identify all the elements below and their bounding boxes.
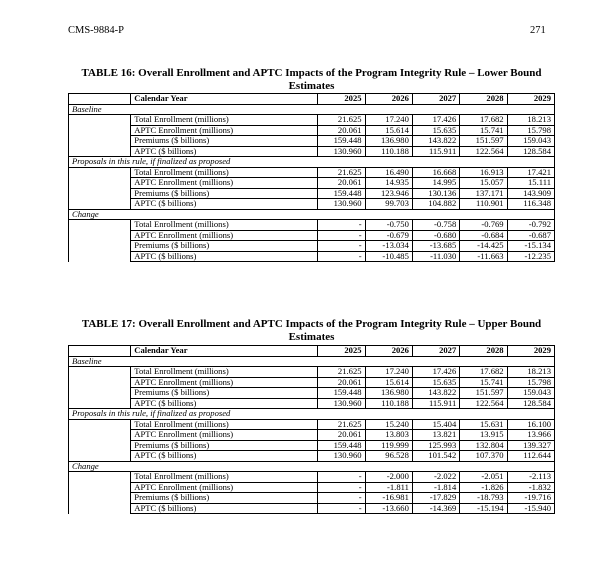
value-cell: 18.213 [507,115,554,126]
value-cell: 115.911 [412,146,459,157]
value-cell: 130.960 [318,146,365,157]
value-cell: 104.882 [412,199,459,210]
row-label: APTC ($ billions) [131,451,318,462]
value-cell: 17.426 [412,115,459,126]
year-header: 2025 [318,346,365,357]
value-cell: 122.564 [460,146,507,157]
value-cell: -11.663 [460,251,507,262]
table-header-row [69,346,555,357]
table-row [69,115,555,126]
table-row [69,136,555,147]
indent-cell [69,451,131,462]
table-row [69,241,555,252]
value-cell: -13.034 [365,241,412,252]
value-cell: 15.741 [460,377,507,388]
indent-cell [69,398,131,409]
section-fill [318,461,555,472]
row-label: Total Enrollment (millions) [131,472,318,483]
value-cell: -11.030 [412,251,459,262]
value-cell: -2.051 [460,472,507,483]
value-cell: 130.960 [318,199,365,210]
value-cell: 20.061 [318,178,365,189]
value-cell: 107.370 [460,451,507,462]
table-row [69,493,555,504]
table-header-row [69,94,555,105]
value-cell: 110.901 [460,199,507,210]
value-cell: - [318,472,365,483]
indent-cell [69,136,131,147]
table-row [69,230,555,241]
row-label: APTC Enrollment (millions) [131,178,318,189]
indent-cell [69,146,131,157]
document-id: CMS-9884-P [68,25,125,36]
value-cell: 99.703 [365,199,412,210]
table-16 [68,93,555,262]
value-cell: 137.171 [460,188,507,199]
value-cell: -10.485 [365,251,412,262]
section-fill [318,157,555,168]
indent-cell [69,220,131,231]
value-cell: 15.614 [365,377,412,388]
value-cell: -15.940 [507,503,554,514]
value-cell: 159.448 [318,440,365,451]
row-label: Premiums ($ billions) [131,241,318,252]
value-cell: 139.327 [507,440,554,451]
value-cell: -2.113 [507,472,554,483]
indent-cell [69,482,131,493]
section-fill [318,104,555,115]
section-fill [318,356,555,367]
value-cell: 17.240 [365,367,412,378]
row-label: APTC Enrollment (millions) [131,230,318,241]
indent-cell [69,167,131,178]
value-cell: - [318,241,365,252]
value-cell: 13.915 [460,430,507,441]
row-label: APTC Enrollment (millions) [131,125,318,136]
row-label: APTC Enrollment (millions) [131,377,318,388]
header-blank [69,94,131,105]
table-row [69,178,555,189]
value-cell: 136.980 [365,136,412,147]
indent-cell [69,178,131,189]
table-row [69,472,555,483]
table-row [69,398,555,409]
value-cell: -0.679 [365,230,412,241]
value-cell: 15.111 [507,178,554,189]
value-cell: -0.684 [460,230,507,241]
column-header-calendar-year: Calendar Year [131,94,318,105]
year-header: 2029 [507,94,554,105]
value-cell: - [318,503,365,514]
value-cell: 151.597 [460,136,507,147]
section-header-row [69,356,555,367]
row-label: Total Enrollment (millions) [131,115,318,126]
value-cell: -18.793 [460,493,507,504]
indent-cell [69,199,131,210]
indent-cell [69,230,131,241]
value-cell: 15.741 [460,125,507,136]
value-cell: 116.348 [507,199,554,210]
value-cell: 20.061 [318,125,365,136]
value-cell: -1.814 [412,482,459,493]
row-label: Total Enrollment (millions) [131,220,318,231]
value-cell: - [318,482,365,493]
header-blank [69,346,131,357]
value-cell: 159.043 [507,388,554,399]
value-cell: -1.832 [507,482,554,493]
value-cell: 110.188 [365,398,412,409]
indent-cell [69,419,131,430]
value-cell: 15.798 [507,377,554,388]
value-cell: 18.213 [507,367,554,378]
value-cell: 21.625 [318,167,365,178]
value-cell: 159.448 [318,136,365,147]
value-cell: 17.426 [412,367,459,378]
section-header-row [69,409,555,420]
value-cell: -1.811 [365,482,412,493]
section-label: Baseline [69,104,318,115]
row-label: APTC Enrollment (millions) [131,482,318,493]
value-cell: -14.369 [412,503,459,514]
value-cell: 15.057 [460,178,507,189]
value-cell: -0.687 [507,230,554,241]
table-row [69,251,555,262]
indent-cell [69,388,131,399]
row-label: APTC ($ billions) [131,398,318,409]
value-cell: 21.625 [318,419,365,430]
table-row [69,220,555,231]
indent-cell [69,115,131,126]
value-cell: 125.993 [412,440,459,451]
row-label: Premiums ($ billions) [131,188,318,199]
indent-cell [69,377,131,388]
table-row [69,388,555,399]
year-header: 2027 [412,94,459,105]
value-cell: - [318,493,365,504]
indent-cell [69,440,131,451]
table-row [69,503,555,514]
value-cell: 21.625 [318,367,365,378]
value-cell: 159.043 [507,136,554,147]
value-cell: 128.584 [507,398,554,409]
value-cell: 16.668 [412,167,459,178]
section-header-row [69,104,555,115]
value-cell: 16.100 [507,419,554,430]
value-cell: 15.240 [365,419,412,430]
page-number: 271 [530,25,546,36]
table-row [69,125,555,136]
section-label: Baseline [69,356,318,367]
indent-cell [69,241,131,252]
value-cell: -2.022 [412,472,459,483]
section-fill [318,209,555,220]
indent-cell [69,125,131,136]
value-cell: 17.682 [460,115,507,126]
table-row [69,367,555,378]
value-cell: 20.061 [318,377,365,388]
value-cell: 143.822 [412,388,459,399]
value-cell: 151.597 [460,388,507,399]
value-cell: 130.136 [412,188,459,199]
value-cell: -1.826 [460,482,507,493]
section-header-row [69,209,555,220]
value-cell: -19.716 [507,493,554,504]
row-label: Total Enrollment (millions) [131,367,318,378]
value-cell: 21.625 [318,115,365,126]
value-cell: 13.966 [507,430,554,441]
value-cell: 15.631 [460,419,507,430]
table-row [69,482,555,493]
value-cell: 16.913 [460,167,507,178]
row-label: APTC ($ billions) [131,199,318,210]
indent-cell [69,503,131,514]
indent-cell [69,493,131,504]
value-cell: 123.946 [365,188,412,199]
value-cell: -15.194 [460,503,507,514]
value-cell: 110.188 [365,146,412,157]
value-cell: 13.803 [365,430,412,441]
value-cell: 14.935 [365,178,412,189]
value-cell: 15.635 [412,377,459,388]
section-label: Change [69,461,318,472]
value-cell: 115.911 [412,398,459,409]
value-cell: 15.614 [365,125,412,136]
row-label: Premiums ($ billions) [131,493,318,504]
section-header-row [69,461,555,472]
section-label: Proposals in this rule, if finalized as proposed [69,409,318,420]
value-cell: -17.829 [412,493,459,504]
value-cell: 159.448 [318,388,365,399]
row-label: APTC Enrollment (millions) [131,430,318,441]
row-label: Premiums ($ billions) [131,136,318,147]
value-cell: 16.490 [365,167,412,178]
table-row [69,188,555,199]
value-cell: 15.635 [412,125,459,136]
section-fill [318,409,555,420]
value-cell: -12.235 [507,251,554,262]
value-cell: 20.061 [318,430,365,441]
indent-cell [69,430,131,441]
value-cell: -0.792 [507,220,554,231]
row-label: Total Enrollment (millions) [131,167,318,178]
value-cell: 128.584 [507,146,554,157]
year-header: 2028 [460,346,507,357]
year-header: 2028 [460,94,507,105]
value-cell: -0.750 [365,220,412,231]
table-row [69,199,555,210]
table-16-title: TABLE 16: Overall Enrollment and APTC Impacts of the Program Integrity Rule – Lower Bound Estimates [81,67,542,92]
value-cell: -16.981 [365,493,412,504]
value-cell: -0.680 [412,230,459,241]
row-label: APTC ($ billions) [131,503,318,514]
table-row [69,419,555,430]
value-cell: - [318,230,365,241]
table-row [69,440,555,451]
table-17 [68,345,555,514]
section-label: Proposals in this rule, if finalized as proposed [69,157,318,168]
table-row [69,377,555,388]
year-header: 2027 [412,346,459,357]
value-cell: 112.644 [507,451,554,462]
value-cell: 119.999 [365,440,412,451]
value-cell: 13.821 [412,430,459,441]
value-cell: 15.798 [507,125,554,136]
section-label: Change [69,209,318,220]
value-cell: 17.421 [507,167,554,178]
value-cell: -2.000 [365,472,412,483]
value-cell: 17.240 [365,115,412,126]
year-header: 2026 [365,94,412,105]
value-cell: 136.980 [365,388,412,399]
value-cell: - [318,220,365,231]
row-label: APTC ($ billions) [131,251,318,262]
value-cell: -13.660 [365,503,412,514]
value-cell: 15.404 [412,419,459,430]
value-cell: 143.909 [507,188,554,199]
value-cell: -15.134 [507,241,554,252]
value-cell: 143.822 [412,136,459,147]
row-label: Premiums ($ billions) [131,388,318,399]
value-cell: -0.758 [412,220,459,231]
value-cell: - [318,251,365,262]
table-row [69,146,555,157]
row-label: APTC ($ billions) [131,146,318,157]
value-cell: 159.448 [318,188,365,199]
table-17-title: TABLE 17: Overall Enrollment and APTC Impacts of the Program Integrity Rule – Upper Bound Estimates [81,318,542,343]
table-row [69,167,555,178]
value-cell: 130.960 [318,451,365,462]
row-label: Total Enrollment (millions) [131,419,318,430]
row-label: Premiums ($ billions) [131,440,318,451]
column-header-calendar-year: Calendar Year [131,346,318,357]
table-row [69,451,555,462]
value-cell: 122.564 [460,398,507,409]
year-header: 2026 [365,346,412,357]
value-cell: -14.425 [460,241,507,252]
indent-cell [69,472,131,483]
value-cell: 130.960 [318,398,365,409]
section-header-row [69,157,555,168]
value-cell: -13.685 [412,241,459,252]
indent-cell [69,188,131,199]
indent-cell [69,251,131,262]
value-cell: 132.804 [460,440,507,451]
value-cell: 96.528 [365,451,412,462]
value-cell: 101.542 [412,451,459,462]
value-cell: 17.682 [460,367,507,378]
table-row [69,430,555,441]
year-header: 2025 [318,94,365,105]
indent-cell [69,367,131,378]
value-cell: 14.995 [412,178,459,189]
value-cell: -0.769 [460,220,507,231]
year-header: 2029 [507,346,554,357]
